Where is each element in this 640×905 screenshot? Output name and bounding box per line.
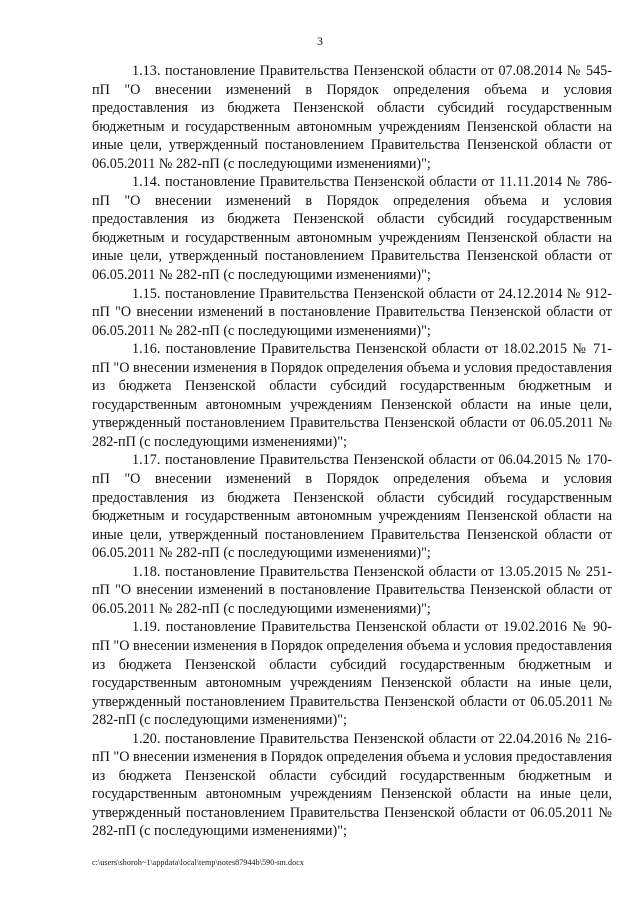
paragraph-1-20: 1.20. постановление Правительства Пензенской области от 22.04.2016 № 216-пП "О внесении изменения в Порядок определения объема и условия предоставления из бюджета Пензенской области субсидий государственным бюджетным и государственным автономным учреждениям Пензенской области на иные цели, утвержденный постановлением Правительства Пензенской области от 06.05.2011 № 282-пП (с последующими изменениями)"; xyxy=(92,730,612,840)
page-number: 3 xyxy=(317,34,323,48)
paragraph-1-19: 1.19. постановление Правительства Пензенской области от 19.02.2016 № 90-пП "О внесении изменения в Порядок определения объема и условия предоставления из бюджета Пензенской области субсидий государственным бюджетным и государственным автономным учреждениям Пензенской области на иные цели, утвержденный постановлением Правительства Пензенской области от 06.05.2011 № 282-пП (с последующими изменениями)"; xyxy=(92,619,612,729)
paragraph-1-13: 1.13. постановление Правительства Пензенской области от 07.08.2014 № 545-пП "О внесении изменений в Порядок определения объема и условия предоставления из бюджета Пензенской области субсидий государственным бюджетным и государственным автономным учреждениям Пензенской области на иные цели, утвержденный постановлением Правительства Пензенской области от 06.05.2011 № 282-пП (с последующими изменениями)"; xyxy=(92,63,612,172)
paragraph-1-17: 1.17. постановление Правительства Пензенской области от 06.04.2015 № 170-пП "О внесении изменений в Порядок определения объема и условия предоставления из бюджета Пензенской области субсидий государственным бюджетным и государственным автономным учреждениям Пензенской области на иные цели, утвержденный постановлением Правительства Пензенской области от 06.05.2011 № 282-пП (с последующими изменениями)"; xyxy=(92,452,612,562)
paragraph-1-15: 1.15. постановление Правительства Пензенской области от 24.12.2014 № 912-пП "О внесении изменений в постановление Правительства Пензенской области от 06.05.2011 № 282-пП (с последующими изменениями)"; xyxy=(92,285,612,339)
paragraph-1-18: 1.18. постановление Правительства Пензенской области от 13.05.2015 № 251-пП "О внесении изменений в постановление Правительства Пензенской области от 06.05.2011 № 282-пП (с последующими изменениями)"; xyxy=(92,563,612,617)
footer-file-path: c:\users\shoroh~1\appdata\local\temp\notes87944b\590-нп.docx xyxy=(92,858,304,867)
paragraph-1-16: 1.16. постановление Правительства Пензенской области от 18.02.2015 № 71-пП "О внесении изменения в Порядок определения объема и условия предоставления из бюджета Пензенской области субсидий государственным бюджетным и государственным автономным учреждениям Пензенской области на иные цели, утвержденный постановлением Правительства Пензенской области от 06.05.2011 № 282-пП (с последующими изменениями)"; xyxy=(92,341,612,450)
paragraph-1-14: 1.14. постановление Правительства Пензенской области от 11.11.2014 № 786-пП "О внесении изменений в Порядок определения объема и условия предоставления из бюджета Пензенской области субсидий государственным бюджетным и государственным автономным учреждениям Пензенской области на иные цели, утвержденный постановлением Правительства Пензенской области от 06.05.2011 № 282-пП (с последующими изменениями)"; xyxy=(92,174,612,284)
document-body xyxy=(92,62,612,841)
